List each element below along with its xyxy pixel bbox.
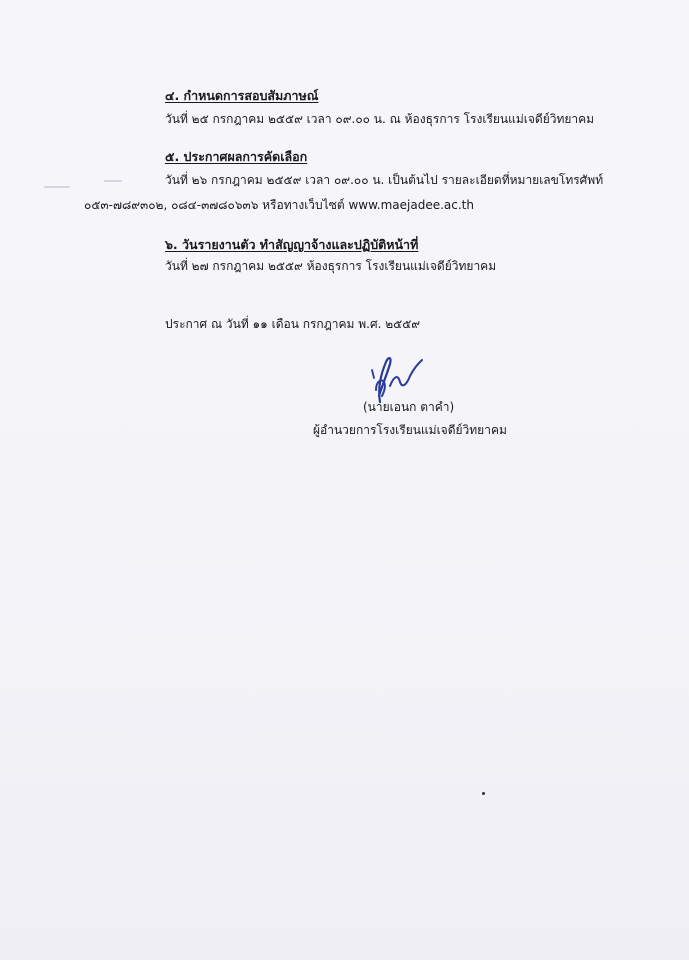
interview-heading: ๔. กำหนดการสอบสัมภาษณ์ bbox=[165, 88, 319, 103]
report-heading: ๖. วันรายงานตัว ทำสัญญาจ้างและปฏิบัติหน้าที่ bbox=[165, 237, 419, 252]
announcement-line-2: ๐๕๓-๗๘๙๓๐๒, ๐๘๔-๓๗๘๐๖๓๖ หรือทางเว็บไซต์ www.maejadee.ac.th bbox=[84, 198, 474, 212]
announcement-line-1: วันที่ ๒๖ กรกฎาคม ๒๕๕๙ เวลา ๐๙.๐๐ น. เป็นต้นไป รายละเอียดที่หมายเลขโทรศัพท์ bbox=[165, 173, 604, 187]
signatory-position: ผู้อำนวยการโรงเรียนแม่เจดีย์วิทยาคม bbox=[313, 423, 507, 437]
signatory-name: (นายเอนก ตาคำ) bbox=[363, 400, 455, 414]
announcement-date: ประกาศ ณ วันที่ ๑๑ เดือน กรกฎาคม พ.ศ. ๒๕๕๙ bbox=[165, 317, 421, 331]
report-line: วันที่ ๒๗ กรกฎาคม ๒๕๕๙ ห้องธุรการ โรงเรียนแม่เจดีย์วิทยาคม bbox=[165, 259, 497, 273]
scan-dot bbox=[482, 792, 485, 795]
scan-speck bbox=[44, 186, 70, 188]
interview-line: วันที่ ๒๕ กรกฎาคม ๒๕๕๙ เวลา ๐๙.๐๐ น. ณ ห้องธุรการ โรงเรียนแม่เจดีย์วิทยาคม bbox=[165, 112, 595, 126]
announcement-heading: ๕. ประกาศผลการคัดเลือก bbox=[165, 149, 308, 164]
scan-speck bbox=[104, 180, 122, 182]
